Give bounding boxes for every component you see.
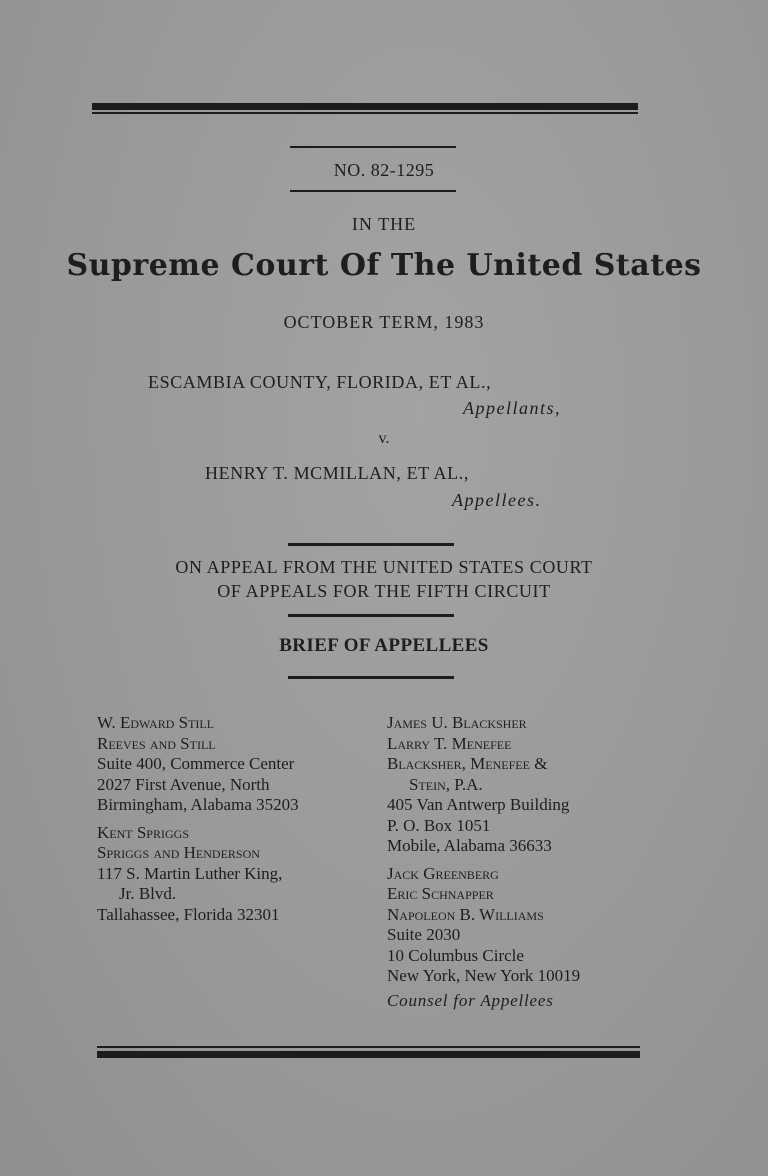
bottom-rule-thin <box>97 1046 640 1048</box>
counsel-left-name: Kent Spriggs <box>97 822 189 842</box>
counsel-right-firm: Stein, P.A. <box>409 774 483 794</box>
docket-number: NO. 82-1295 <box>333 160 435 180</box>
counsel-right-name: Jack Greenberg <box>387 863 499 883</box>
counsel-left-column <box>97 713 299 925</box>
brief-title: BRIEF OF APPELLEES <box>279 635 489 656</box>
counsel-left-address: Birmingham, Alabama 35203 <box>97 795 299 814</box>
counsel-left-address: Jr. Blvd. <box>119 884 177 903</box>
counsel-right-name: Napoleon B. Williams <box>387 904 544 924</box>
bottom-rule-thick <box>97 1051 640 1058</box>
appellees-name: HENRY T. MCMILLAN, ET AL., <box>205 463 469 483</box>
court-title: Supreme Court Of The United States <box>66 248 702 283</box>
counsel-right-address: 405 Van Antwerp Building <box>387 795 570 814</box>
appellants-name: ESCAMBIA COUNTY, FLORIDA, ET AL., <box>148 372 492 392</box>
counsel-left-address: 117 S. Martin Luther King, <box>97 863 283 883</box>
counsel-right-name: Eric Schnapper <box>387 884 494 903</box>
counsel-left-address: Suite 400, Commerce Center <box>97 754 295 773</box>
counsel-right-column <box>387 713 580 1011</box>
counsel-left-address: 2027 First Avenue, North <box>97 774 270 794</box>
in-the: IN THE <box>351 214 417 234</box>
appellants-role: Appellants, <box>463 398 561 418</box>
docket-rule-top <box>290 146 456 148</box>
counsel-right-name: James U. Blacksher <box>387 713 527 732</box>
counsel-right-name: Larry T. Menefee <box>387 733 512 753</box>
counsel-role: Counsel for Appellees <box>387 990 554 1010</box>
appellees-role: Appellees. <box>452 490 542 510</box>
term: OCTOBER TERM, 1983 <box>283 312 485 332</box>
appeal-rule-top <box>288 543 454 546</box>
counsel-right-address: P. O. Box 1051 <box>387 815 491 835</box>
counsel-left-firm: Reeves and Still <box>97 733 216 753</box>
counsel-right-address: New York, New York 10019 <box>387 966 581 985</box>
counsel-right-address: 10 Columbus Circle <box>387 945 524 965</box>
brief-rule-bottom <box>288 676 454 679</box>
counsel-right-address: Mobile, Alabama 36633 <box>387 836 552 855</box>
appeal-line-1: ON APPEAL FROM THE UNITED STATES COURT <box>175 557 593 577</box>
counsel-left-name: W. Edward Still <box>97 713 215 732</box>
top-rule-thick <box>92 103 638 110</box>
top-rule-thin <box>92 112 638 114</box>
counsel-left-firm: Spriggs and Henderson <box>97 843 260 862</box>
counsel-right-firm: Blacksher, Menefee & <box>387 754 548 773</box>
versus: v. <box>378 430 390 447</box>
appeal-line-2: OF APPEALS FOR THE FIFTH CIRCUIT <box>217 581 551 601</box>
counsel-left-address: Tallahassee, Florida 32301 <box>97 904 280 924</box>
docket-rule-bottom <box>290 190 456 192</box>
counsel-right-address: Suite 2030 <box>387 925 461 944</box>
brief-rule-top <box>288 614 454 617</box>
